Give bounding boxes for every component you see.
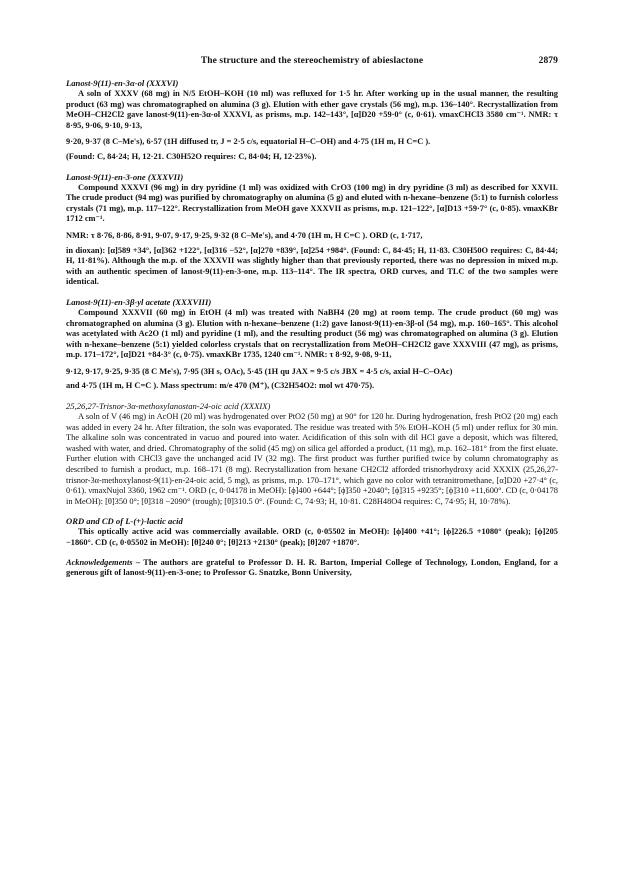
section-xxxix: [66, 401, 558, 507]
mass-spectrum-line: and 4·75 (1H m, H C=C ). Mass spectrum: m/e 470 (M⁺), (C32H54O2: mol wt 470·75).: [66, 381, 375, 391]
section-paragraph: Compound XXXVI (96 mg) in dry pyridine (1 ml) was oxidized with CrO3 (100 mg) in dry pyridine (3 ml) as described for XXVII. The crude product (94 mg) was purified by chromatography on alumina (5 g) and eluted with n-hexane–benzene (5:1) to furnish colorless crystals (71 mg), m.p. 117–122°. Recrystallization from MeOH gave XXXVII as prisms, m.p. 121–122°, [α]D13 +59·7° (c, 0·85). νmaxKBr 1712 cm⁻¹.: [66, 182, 558, 224]
nmr-line: NMR: τ 8·76, 8·86, 8·91, 9·07, 9·17, 9·25, 9·32 (8 C–Me's), and 4·70 (1H m, H C=C ). ORD (c, 1·717,: [66, 230, 423, 240]
section-heading: Lanost-9(11)-en-3α-ol (XXXVI): [66, 78, 179, 88]
section-heading: Lanost-9(11)-en-3-one (XXXVII): [66, 171, 184, 182]
page-number: 2879: [538, 56, 558, 66]
analysis-line: (Found: C, 84·24; H, 12·21. C30H52O requires: C, 84·04; H, 12·23%).: [66, 151, 317, 161]
section-paragraph: A soln of XXXV (68 mg) in N/5 EtOH–KOH (10 ml) was refluxed for 1·5 hr. After working up in the usual manner, the resulting product (63 mg) was chromatographed on alumina (3 g). Elution with ether gave crystals (56 mg), m.p. 136–140°. Recrystallization from MeOH–CH2Cl2 gave lanost-9(11)-en-3α-ol XXXVI, as prisms, m.p. 142–143°, [α]D20 +59·0° (c, 0·61). νmaxCHCl3 3580 cm⁻¹. NMR: τ 8·95, 9·06, 9·10, 9·13,: [66, 89, 558, 130]
acknowledgements-label: Acknowledgements: [66, 557, 133, 567]
section-xxxviii: [66, 297, 558, 392]
section-xxxvii: [66, 172, 558, 288]
section-xxxvi: [66, 78, 558, 163]
section-paragraph: Compound XXXVII (60 mg) in EtOH (4 ml) was treated with NaBH4 (20 mg) at room temp. The crude product (60 mg) was chromatographed on alumina (3 g). Elution with n-hexane–benzene (1:2) gave lanost-9(11)-en-3β-ol (54 mg), m.p. 160–165°. This alcohol was acetylated with Ac2O (1 ml) and pyridine (1 ml), and the resulting product (56 mg) was chromatographed on alumina (3 g). Elution with n-hexane–benzene (5:1) yielded colorless crystals that on recrystallization from MeOH–CH2Cl2 gave XXXVIII (47 mg), as prisms, m.p. 171–172°, [α]D21 +84·3° (c, 0·75). νmaxKBr 1735, 1240 cm⁻¹. NMR: τ 8·92, 9·08, 9·11,: [66, 307, 558, 360]
section-heading: ORD and CD of L-(+)-lactic acid: [66, 516, 183, 527]
section-lactic-acid: [66, 516, 558, 548]
section-heading: 25,26,27-Trisnor-3α-methoxylanostan-24-oic acid (XXXIX): [66, 401, 271, 412]
acknowledgements: [66, 558, 558, 579]
section-paragraph: This optically active acid was commercially available. ORD (c, 0·05502 in MeOH): [ϕ]400 +41°; [ϕ]226.5 +1080° (peak); [ϕ]205 −1860°. CD (c, 0·05502 in MeOH): [θ]240 0°; [θ]213 +2130° (peak); [θ]207 +1870°.: [66, 527, 558, 547]
acknowledgements-text: – The authors are grateful to Professor D. H. R. Barton, Imperial College of Technology, London, England, for a generous gift of lanost-9(11)-en-3-one; to Professor G. Snatzke, Bonn University,: [66, 557, 558, 578]
running-title: The structure and the stereochemistry of abieslactone: [200, 56, 424, 66]
running-head: [66, 56, 558, 68]
section-heading: Lanost-9(11)-en-3β-yl acetate (XXXVIII): [66, 296, 212, 307]
nmr-line: 9·20, 9·37 (8 C–Me's), 6·57 (1H diffused tr, J = 2·5 c/s, equatorial H–C–OH) and 4·75 (1H m, H C=C ).: [66, 137, 431, 147]
nmr-line: 9·12, 9·17, 9·25, 9·35 (8 C Me's), 7·95 (3H s, OAc), 5·45 (1H qu JAX = 9·5 c/s JBX = 4·5 c/s, axial H–C–OAc): [66, 366, 453, 376]
section-paragraph: A soln of V (46 mg) in AcOH (20 ml) was hydrogenated over PtO2 (50 mg) at 90° for 120 hr. During hydrogenation, fresh PtO2 (20 mg) each was added in every 24 hr. After filtration, the soln was evaporated. The residue was treated with 5% EtOH–KOH (5 ml) under reflux for 30 min. The alkaline soln was concentrated in vacuo and poured into water. Acidification of this soln with dil HCl gave a deposit, which was filtered, washed with water, and dried. Chromatography of the solid (45 mg) on silica gel afforded a product, (11 mg), m.p. 162–181° from the first eluate. Further elution with CHCl3 gave the unchanged acid IV (32 mg). The first product was further purified twice by column chromatography as described to furnish a product, m.p. 168–171 (8 mg). Recrystallization from hexane CH2Cl2 afforded trisnorhydroxy acid XXXIX (25,26,27-trisnor-3α-methoxylanost-9(11)-en-24-oic acid, 5 mg), as prisms, m.p. 170–171°, which gave no color with tetranitromethane, [α]D20 +27·4° (c, 0·61). νmaxNujol 3360, 1962 cm⁻¹. ORD (c, 0·04178 in MeOH): [ϕ]400 +644°; [ϕ]350 +2040°; [ϕ]315 +9235°; [ϕ]310 +11,600°. CD (c, 0·04178 in MeOH): [θ]350 0°; [θ]318 −2090° (trough); [θ]310.5 0°. (Found: C, 74·93; H, 10·81. C28H48O4 requires: C, 74·95; H, 10·78%).: [66, 412, 558, 506]
section-continuation: in dioxan): [α]589 +34°, [α]362 +122°, [α]316 −52°, [α]270 +839°, [α]254 +984°. (Found: C, 84·45; H, 11·83. C30H50O requires: C, 84·44; H, 11·81%). Although the m.p. of the XXXVII was slightly higher than that previously reported, there was no depression in mixed m.p. with an authentic specimen of lanost-9(11)-en-3-one, m.p. 113–114°. The IR spectra, ORD curves, and TLC of the two samples were identical.: [66, 245, 558, 287]
